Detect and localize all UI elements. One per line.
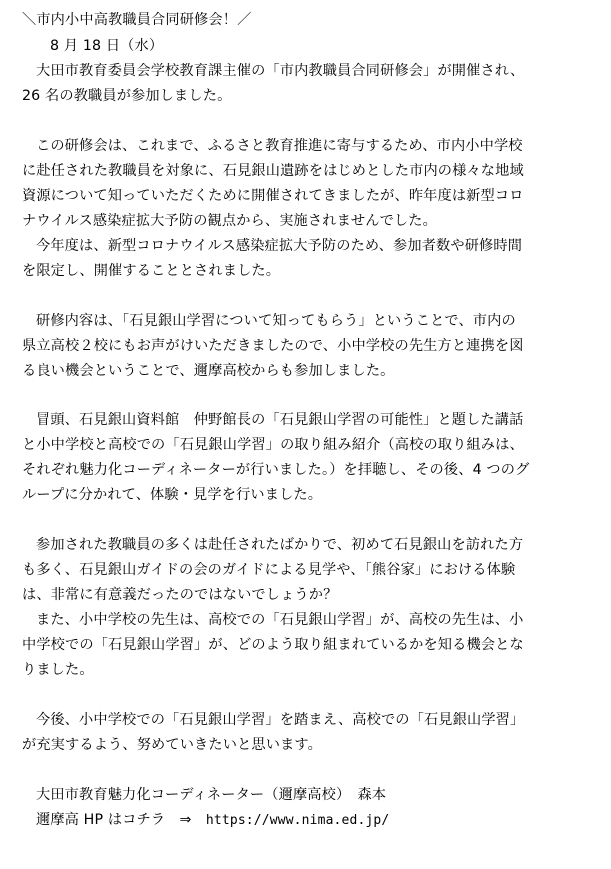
paragraph-line: 今年度は、新型コロナウイルス感染症拡大予防のため、参加者数や研修時間: [36, 238, 523, 254]
document-title: ＼市内小中高教職員合同研修会！／: [22, 12, 252, 28]
paragraph-line: 研修内容は、「石見銀山学習について知ってもらう」ということで、市内の: [36, 313, 516, 329]
paragraph-line: 冒頭、石見銀山資料館 仲野館長の「石見銀山学習の可能性」と題した講話: [36, 412, 524, 428]
signature-line: 大田市教育魅力化コーディネーター（邇摩高校） 森本: [36, 787, 387, 803]
paragraph-line: 26 名の教職員が参加しました。: [22, 88, 232, 104]
paragraph-line: は、非常に有意義だったのではないでしょうか？: [22, 587, 338, 603]
paragraph-line: 今後、小中学校での「石見銀山学習」を踏まえ、高校での「石見銀山学習」: [36, 712, 525, 728]
paragraph-line: 中学校での「石見銀山学習」が、どのよう取り組まれているかを知る機会とな: [22, 637, 524, 653]
paragraph-line: と小中学校と高校での「石見銀山学習」の取り組み紹介（高校の取り組みは、: [22, 437, 524, 453]
paragraph-line: 県立高校２校にもお声がけいただきましたので、小中学校の先生方と連携を図: [22, 338, 524, 354]
paragraph-line: 資源について知っていただくために開催されてきましたが、昨年度は新型コロ: [22, 188, 524, 204]
homepage-link-line: [36, 810, 389, 831]
paragraph-line: を限定し、開催することとされました。: [22, 263, 281, 279]
homepage-url-link[interactable]: https://www.nima.ed.jp/: [205, 813, 390, 828]
paragraph-line: 大田市教育委員会学校教育課主催の「市内教職員合同研修会」が開催され、: [36, 63, 525, 79]
paragraph-line: また、小中学校の先生は、高校での「石見銀山学習」が、高校の先生は、小: [36, 612, 524, 628]
homepage-link-label: 邇摩高 HP はコチラ ⇒: [36, 812, 206, 828]
paragraph-line: それぞれ魅力化コーディネーターが行いました。）を拝聴し、その後、4 つのグ: [22, 462, 530, 478]
paragraph-line: も多く、石見銀山ガイドの会のガイドによる見学や、「熊谷家」における体験: [22, 562, 516, 578]
paragraph-line: りました。: [22, 662, 94, 678]
paragraph-line: る良い機会ということで、邇摩高校からも参加しました。: [22, 363, 395, 379]
paragraph-line: 参加された教職員の多くは赴任されたばかりで、初めて石見銀山を訪れた方: [36, 537, 524, 553]
paragraph-line: が充実するよう、努めていきたいと思います。: [22, 737, 322, 753]
event-date: 8 月 18 日（水）: [50, 38, 164, 54]
paragraph-line: ナウイルス感染症拡大予防の観点から、実施されませんでした。: [22, 213, 437, 229]
paragraph-line: この研修会は、これまで、ふるさと教育推進に寄与するため、市内小中学校: [36, 138, 523, 154]
paragraph-line: ループに分かれて、体験・見学を行いました。: [22, 487, 323, 503]
paragraph-line: に赴任された教職員を対象に、石見銀山遺跡をはじめとした市内の様々な地域: [22, 163, 524, 179]
